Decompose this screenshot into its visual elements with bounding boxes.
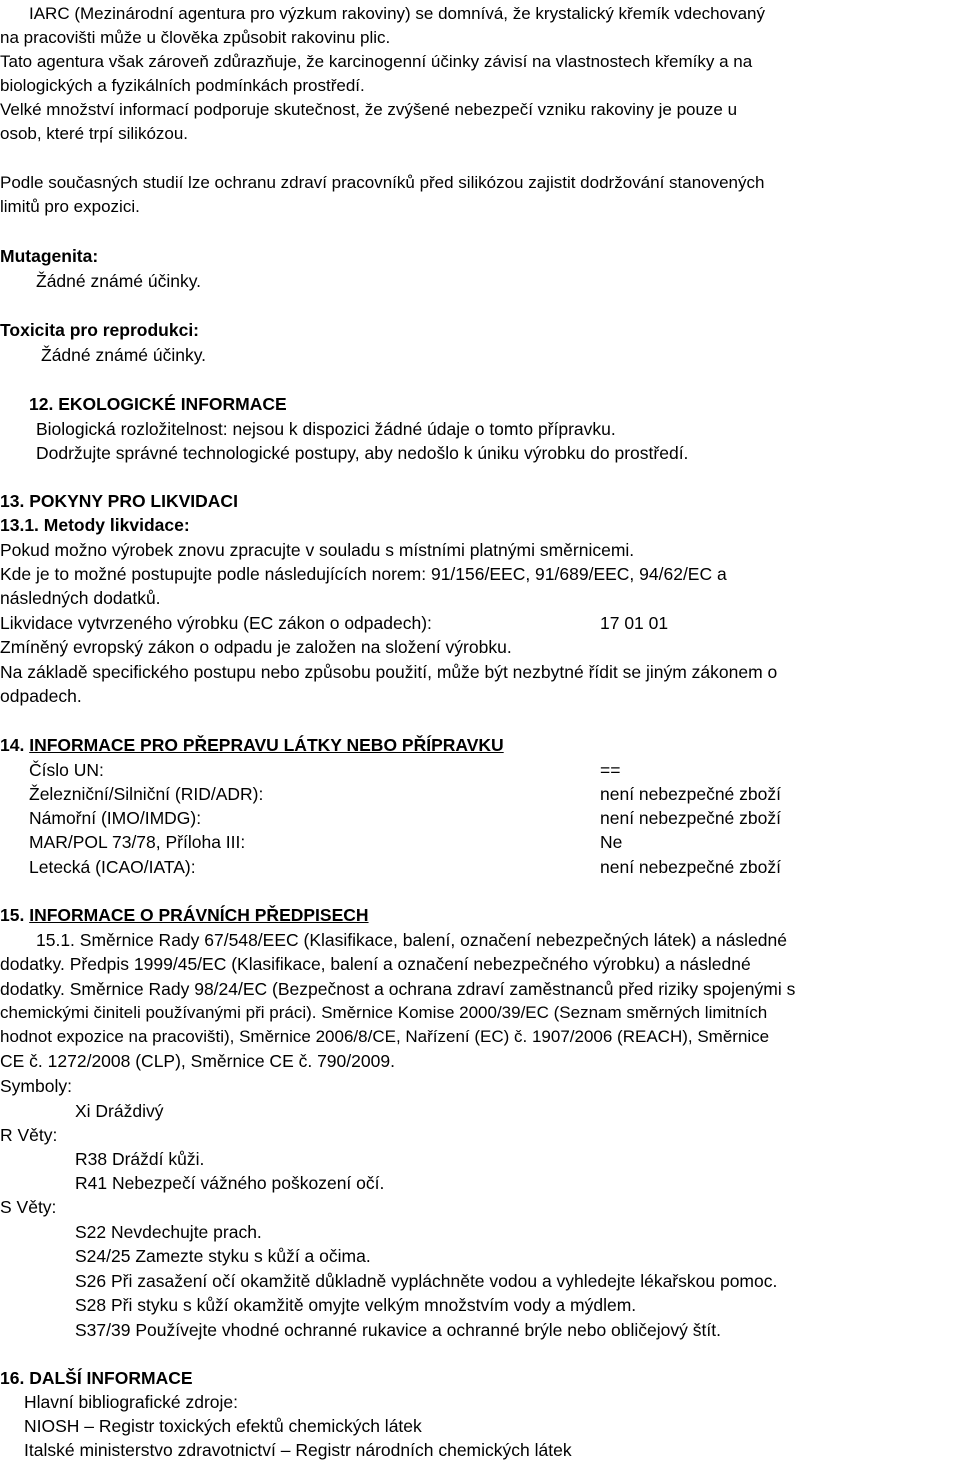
transport-value: není nebezpečné zboží [600, 857, 781, 877]
section-14-heading [0, 733, 504, 757]
transport-value: není nebezpečné zboží [600, 784, 781, 804]
r-phrases-label: R Věty: [0, 1125, 58, 1145]
intro-line: Velké množství informací podporuje skutečnost, že zvýšené nebezpečí vzniku rakoviny je pouze u [0, 100, 738, 119]
section-15-line: CE č. 1272/2008 (CLP), Směrnice CE č. 790/2009. [0, 1051, 395, 1071]
section-15-title: INFORMACE O PRÁVNÍCH PŘEDPISECH [29, 905, 369, 925]
waste-code: 17 01 01 [600, 613, 669, 633]
section-13-line: Na základě specifického postupu nebo způsobu použití, může být nezbytné řídit se jiným zákonem o [0, 662, 778, 682]
section-13-line: Kde je to možné postupujte podle následujících norem: 91/156/EEC, 91/689/EEC, 94/62/EC a [0, 564, 727, 584]
section-15-line: dodatky. Předpis 1999/45/EC (Klasifikace, balení a označení nebezpečného výrobku) a následné [0, 954, 751, 974]
mutagenita-label: Mutagenita: [0, 246, 99, 266]
section-13-1-heading: 13.1. Metody likvidace: [0, 515, 190, 535]
symbols-label: Symboly: [0, 1076, 72, 1096]
s-phrase: S24/25 Zamezte styku s kůží a očima. [75, 1246, 371, 1266]
section-13-line: Pokud možno výrobek znovu zpracujte v souladu s místními platnými směrnicemi. [0, 540, 635, 560]
section-15-heading [0, 903, 369, 927]
section-15-number: 15. [0, 905, 25, 925]
section-14-title: INFORMACE PRO PŘEPRAVU LÁTKY NEBO PŘÍPRAVKU [29, 735, 504, 755]
section-12-line: Dodržujte správné technologické postupy, aby nedošlo k úniku výrobku do prostředí. [36, 443, 689, 463]
section-15-line: dodatky. Směrnice Rady 98/24/EC (Bezpečnost a ochrana zdraví zaměstnanců před riziky spojenými s [0, 979, 796, 999]
s-phrase: S37/39 Používejte vhodné ochranné rukavice a ochranné brýle nebo obličejový štít. [75, 1320, 721, 1340]
intro-line: Podle současných studií lze ochranu zdraví pracovníků před silikózou zajistit dodržování stanovených [0, 173, 765, 192]
symbol-item: Xi Dráždivý [75, 1101, 164, 1121]
r-phrase: R38 Dráždí kůži. [75, 1149, 205, 1169]
section-12-line: Biologická rozložitelnost: nejsou k dispozici žádné údaje o tomto přípravku. [36, 419, 616, 439]
section-13-heading: 13. POKYNY PRO LIKVIDACI [0, 491, 238, 511]
section-16-heading: 16. DALŠÍ INFORMACE [0, 1368, 193, 1388]
r-phrase: R41 Nebezpečí vážného poškození očí. [75, 1173, 385, 1193]
transport-label: Námořní (IMO/IMDG): [29, 808, 202, 828]
section-16-line: Italské ministerstvo zdravotnictví – Registr národních chemických látek [24, 1440, 572, 1460]
s-phrase: S28 Při styku s kůží okamžitě omyjte velkým množstvím vody a mýdlem. [75, 1295, 637, 1315]
s-phrase: S22 Nevdechujte prach. [75, 1222, 262, 1242]
section-14-number: 14. [0, 735, 25, 755]
intro-line: na pracovišti může u člověka způsobit rakovinu plic. [0, 28, 391, 47]
mutagenita-value: Žádné známé účinky. [36, 271, 202, 291]
intro-line: biologických a fyzikálních podmínkách prostředí. [0, 76, 365, 95]
section-16-line: NIOSH – Registr toxických efektů chemických látek [24, 1416, 422, 1436]
section-15-line: chemickými činiteli používanými při práci). Směrnice Komise 2000/39/EC (Seznam směrných limitních [0, 1003, 768, 1022]
transport-label: Železniční/Silniční (RID/ADR): [29, 784, 264, 804]
s-phrases-label: S Věty: [0, 1197, 57, 1217]
intro-line: Tato agentura však zároveň zdůrazňuje, že karcinogenní účinky závisí na vlastnostech křemíky a na [0, 52, 753, 71]
section-13-line: Zmíněný evropský zákon o odpadu je založen na složení výrobku. [0, 637, 512, 657]
section-15-line: hodnot expozice na pracovišti), Směrnice 2006/8/CE, Nařízení (EC) č. 1907/2006 (REACH), Směrnice [0, 1027, 770, 1046]
transport-label: Číslo UN: [29, 760, 104, 780]
intro-line: IARC (Mezinárodní agentura pro výzkum rakoviny) se domnívá, že krystalický křemík vdechovaný [29, 4, 765, 23]
section-15-line: 15.1. Směrnice Rady 67/548/EEC (Klasifikace, balení, označení nebezpečných látek) a následné [36, 930, 788, 950]
toxicita-label: Toxicita pro reprodukci: [0, 320, 200, 340]
transport-label: MAR/POL 73/78, Příloha III: [29, 832, 246, 852]
transport-value: == [600, 760, 621, 780]
transport-value: Ne [600, 832, 623, 852]
transport-value: není nebezpečné zboží [600, 808, 781, 828]
section-13-line: následných dodatků. [0, 588, 161, 608]
section-13-line: odpadech. [0, 686, 82, 706]
s-phrase: S26 Při zasažení očí okamžitě důkladně vypláchněte vodou a vyhledejte lékařskou pomoc. [75, 1271, 778, 1291]
intro-line: limitů pro expozici. [0, 197, 140, 216]
toxicita-value: Žádné známé účinky. [41, 345, 207, 365]
transport-label: Letecká (ICAO/IATA): [29, 857, 196, 877]
section-12-heading: 12. EKOLOGICKÉ INFORMACE [29, 394, 287, 414]
intro-line: osob, které trpí silikózou. [0, 124, 189, 143]
section-16-line: Hlavní bibliografické zdroje: [24, 1392, 238, 1412]
waste-label: Likvidace vytvrzeného výrobku (EC zákon o odpadech): [0, 613, 432, 633]
